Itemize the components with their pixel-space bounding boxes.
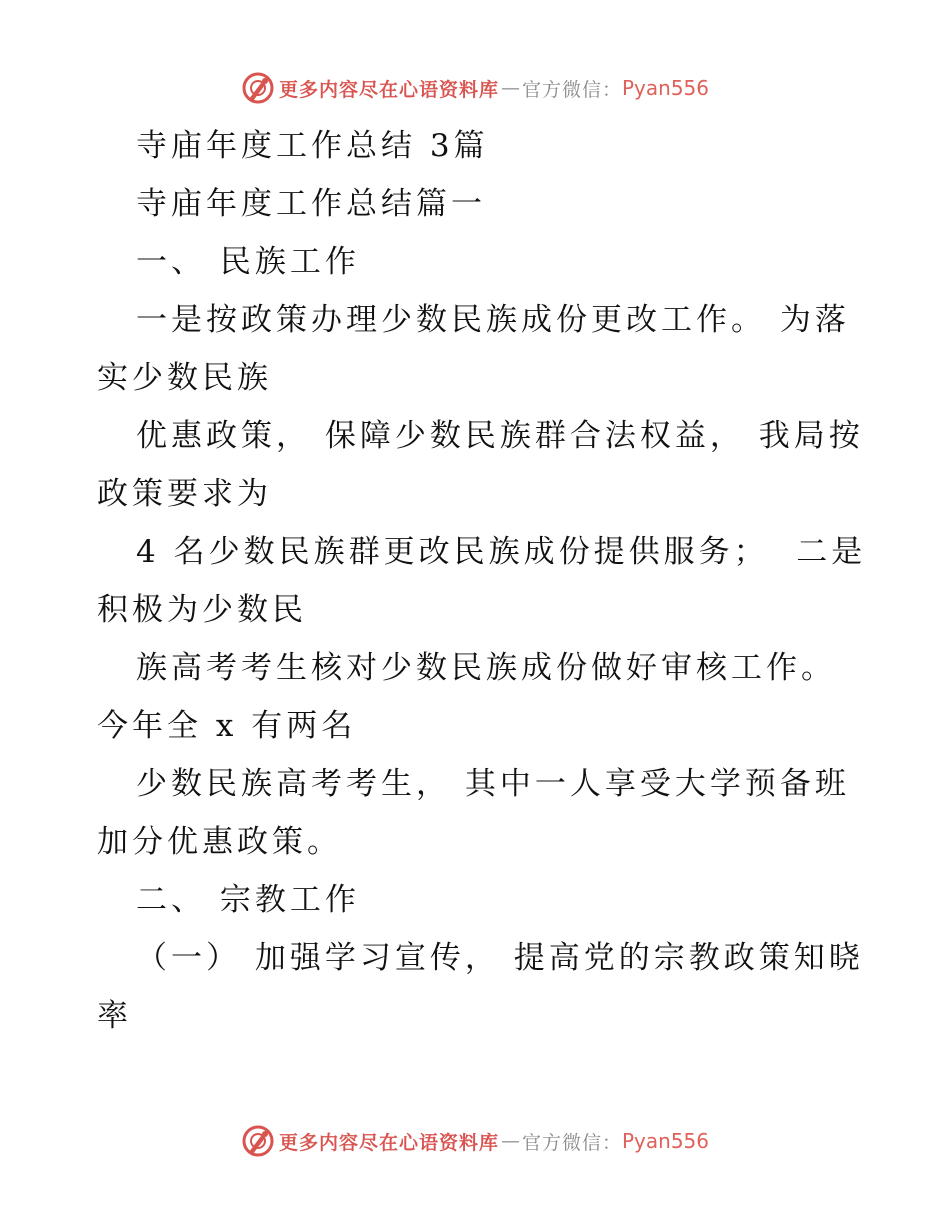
banner-site-text: 更多内容尽在心语资料库 [278,78,499,101]
footer-banner [0,1121,950,1161]
banner-label: 官方微信： [521,78,622,101]
banner-dash: — [500,77,520,99]
banner-dash: — [500,1130,520,1152]
paragraph-line: （一） 加强学习宣传， 提高党的宗教政策知晓 [136,940,864,976]
paragraph-line: 政策要求为 [97,476,272,512]
document-title: 寺庙年度工作总结 3篇 [136,128,489,164]
banner-wechat-id: Pyan556 [622,76,710,100]
section-heading: 寺庙年度工作总结篇一 [136,186,486,222]
paragraph-line: 积极为少数民 [97,592,307,628]
subsection-heading: 二、 宗教工作 [136,882,360,918]
paragraph-line: 族高考考生核对少数民族成份做好审核工作。 [136,650,836,686]
logo-icon [241,1124,275,1158]
paragraph-line: 今年全 x 有两名 [97,708,357,744]
banner-site-text: 更多内容尽在心语资料库 [278,1131,499,1154]
banner-label: 官方微信： [521,1131,622,1154]
logo-icon [241,71,275,105]
paragraph-line: 一是按政策办理少数民族成份更改工作。 为落 [136,302,850,338]
paragraph-line: 实少数民族 [97,360,272,396]
header-banner [0,68,950,108]
banner-wechat-id: Pyan556 [622,1129,710,1153]
paragraph-line: 率 [97,998,132,1034]
paragraph-line: 少数民族高考考生， 其中一人享受大学预备班 [136,766,850,802]
paragraph-line: 优惠政策， 保障少数民族群合法权益， 我局按 [136,418,864,454]
paragraph-line: 加分优惠政策。 [97,824,342,860]
paragraph-line: 4 名少数民族群更改民族成份提供服务； 二是 [136,534,867,570]
subsection-heading: 一、 民族工作 [136,244,360,280]
